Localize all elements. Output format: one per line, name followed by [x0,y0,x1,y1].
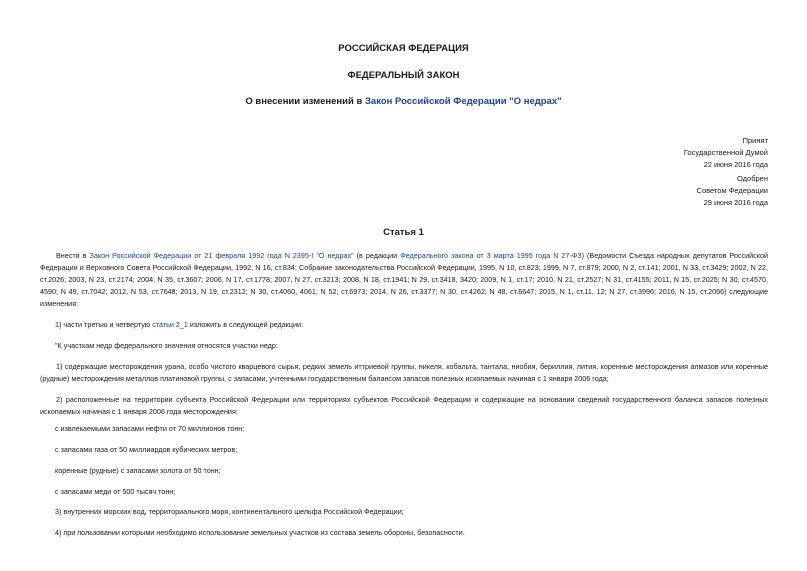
adopted-line-3: 22 июня 2016 года [703,160,768,169]
subitem-2: 2) расположенные на территории субъекта Российской Федерации или территориях субъектов Российской Федерации и содержащие на основании сведений государственного баланса запасов полезных ископаемых начиная с 1 января 2006 года месторождения: [40,395,768,416]
deposit-copper: с запасами меди от 500 тысяч тонн; [55,487,176,496]
deposit-gold: коренные (рудные) с запасами золота от 50 тонн; [55,466,221,475]
law-title-link[interactable]: Закон Российской Федерации "О недрах" [364,96,562,107]
intro-text-2: (в редакции [353,251,401,260]
intro-paragraph [40,250,768,310]
approved-line-1: Одобрен [737,174,768,183]
adopted-block [684,135,768,171]
federal-law-link[interactable]: Федерального закона от 3 марта 1995 года N 27-ФЗ [400,251,582,260]
adopted-line-1: Принят [742,136,768,145]
law-title [0,96,807,108]
deposit-gas: с запасами газа от 50 миллиардов кубических метров; [55,445,238,454]
subitem-3: 3) внутренних морских вод, территориального моря, континентального шельфа Российской Федерации; [55,507,404,516]
deposit-oil: с извлекаемыми запасами нефти от 70 миллионов тонн; [55,424,245,433]
article-2-1-link[interactable]: статьи 2_1 [152,320,188,329]
approved-line-2: Советом Федерации [696,186,768,195]
item-1 [55,319,303,331]
approved-line-3: 29 июня 2016 года [703,198,768,207]
subitem-1: 1) содержащие месторождения урана, особо чистого кварцевого сырья, редких земель иттриевой группы, никеля, кобальта, тантала, ниобия, бериллия, лития, коренные месторождения алмазов или коренные (рудные) месторождения металлов платиновой группы, с запасами, учтенными государственным балансом запасов полезных ископаемых начиная с 1 января 2006 года; [40,362,768,383]
adopted-line-2: Государственной Думой [683,148,768,157]
article-heading: Статья 1 [383,227,424,238]
quote-line: "К участкам недр федерального значения относятся участки недр: [55,341,278,350]
intro-text-1: Внести в [56,251,90,260]
item-1-text-2: изложить в следующей редакции: [187,320,303,329]
intro-text-3: ) (Ведомости Съезда народных депутатов Российской Федерации и Верховного Совета Российской Федерации, 1992, N 16, ст.834; Собрание законодательства Российской Федерации, 1995, N 10, ст.823; 1999, N 7, ст.879; 2000, N 2, ст.141; 2001, N 33, ст.3429; 2002, N 22, ст.2026; 2003, N 23, ст.2174; 2004, N 35, ст.3607; 2006, N 17, ст.1778; 2007, N 27, ст.3213; 2008, N 18, ст.1941; N 29, ст.3418, 3420; 2009, N 1, ст.17; 2010, N 21, ст.2527; N 31, ст.4155; 2011, N 15, ст.2025; N 30, ст.4570, 4590; N 49, ст.7042; 2012, N 53, ст.7648; 2013, N 19, ст.2312; N 30, ст.4060, 4061; N 52, ст.6973; 2014, N 26, ст.3377; N 30, ст.4262; N 48, ст.6647; 2015, N 1, ст.11, 12; N 27, ст.3996; 2016, N 15, ст.2066) следующие изменения: [40,251,768,308]
country-heading: РОССИЙСКАЯ ФЕДЕРАЦИЯ [338,43,469,54]
law-link[interactable]: Закон Российской Федерации от 21 февраля 1992 года N 2395-I "О недрах" [89,251,354,260]
doc-type-heading: ФЕДЕРАЛЬНЫЙ ЗАКОН [347,70,460,81]
law-title-prefix: О внесении изменений в [245,96,365,107]
item-1-text-1: 1) части третью и четвертую [55,320,153,329]
approved-block [697,173,768,209]
subitem-4: 4) при пользовании которыми необходимо использование земельных участков из состава земель обороны, безопасности. [55,528,465,537]
